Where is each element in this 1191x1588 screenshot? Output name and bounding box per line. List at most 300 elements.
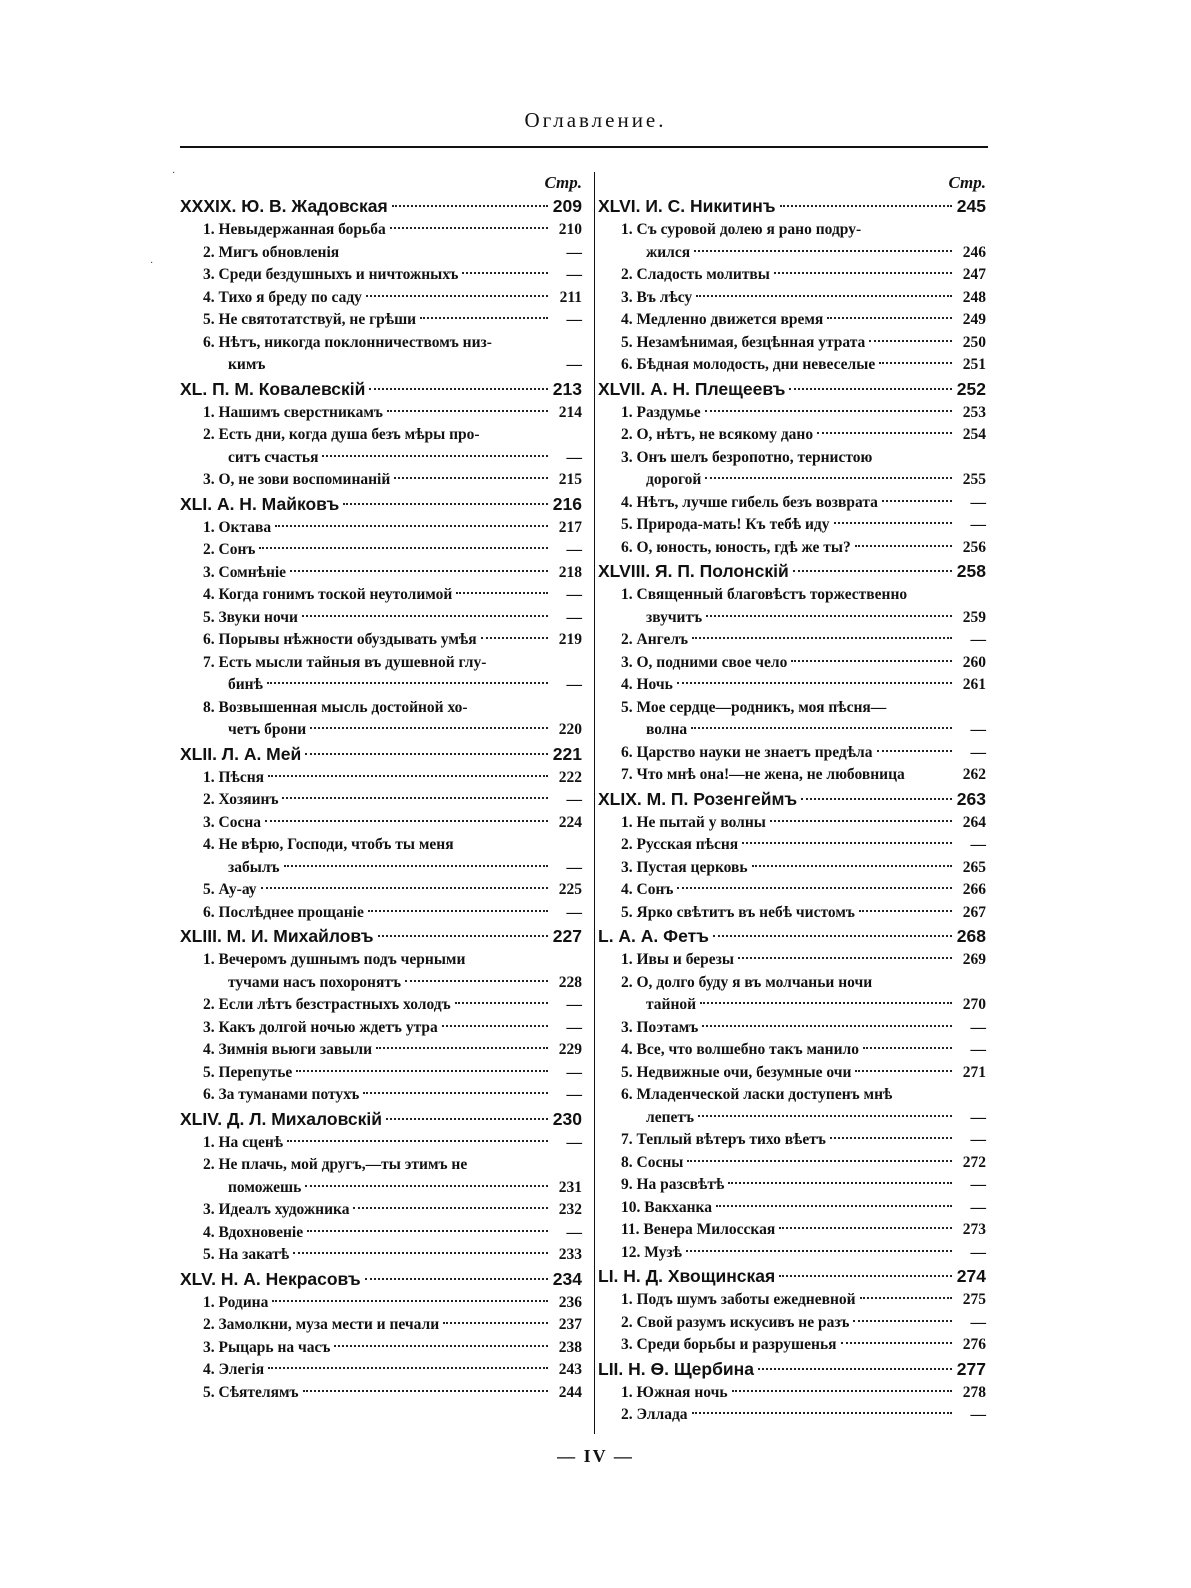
- toc-entry: [598, 1404, 986, 1427]
- leader-dots: [296, 1069, 548, 1072]
- toc-section-heading: [180, 377, 582, 402]
- leader-dots: [305, 752, 548, 755]
- toc-entry: [180, 1084, 582, 1107]
- toc-page-number: 255: [962, 471, 986, 488]
- toc-section-heading: [180, 492, 582, 517]
- toc-entry-title: XLVIII. Я. П. Полонскій: [598, 561, 789, 581]
- toc-entry: [598, 264, 986, 287]
- toc-page-number: 271: [962, 1063, 986, 1081]
- leader-dots: [353, 1206, 548, 1209]
- leader-dots: [287, 1139, 548, 1142]
- toc-page-number: 259: [962, 608, 986, 626]
- toc-entry: [180, 607, 582, 630]
- toc-section-heading: [598, 787, 986, 812]
- toc-entry-title: 1. Съ суровой долею я рано подру-: [621, 221, 862, 238]
- leader-dots: [830, 1136, 952, 1139]
- toc-page-number: 232: [558, 1201, 582, 1218]
- toc-entry-title: 8. Возвышенная мысль достойной хо-: [203, 698, 468, 716]
- leader-dots: [691, 726, 952, 729]
- toc-page-number: 233: [558, 1246, 582, 1263]
- toc-entry-continuation: [180, 972, 582, 995]
- toc-entry-title: 1. Родина: [203, 1293, 269, 1311]
- toc-page-number: 216: [552, 493, 582, 514]
- toc-page-number: 211: [559, 288, 582, 306]
- toc-entry-title: XLIX. М. П. Розенгеймъ: [598, 788, 798, 809]
- toc-entry-title: 1. Раздумье: [621, 403, 701, 421]
- toc-page-number: —: [970, 1131, 986, 1148]
- toc-entry: [598, 879, 986, 902]
- toc-entry-title: 1. Священный благовѣстъ торжественно: [621, 586, 908, 603]
- margin-speck: ·: [172, 168, 176, 179]
- toc-page-number: —: [566, 903, 582, 921]
- toc-entry-title: 6. Младенческой ласки доступенъ мнѣ: [621, 1086, 893, 1103]
- leader-dots: [876, 981, 952, 982]
- toc-page-number: 229: [558, 1041, 582, 1058]
- leader-dots: [310, 726, 548, 729]
- toc-entry-title: 6. Бѣдная молодость, дни невеселые: [621, 356, 876, 373]
- toc-entry: [598, 1152, 986, 1175]
- toc-page-number: —: [566, 858, 582, 876]
- toc-entry-title: 4. Ночь: [621, 676, 673, 693]
- toc-page-number: —: [566, 243, 582, 261]
- toc-page-number: —: [566, 1223, 582, 1241]
- toc-entry-title: 6. О, юность, юность, гдѣ же ты?: [621, 538, 851, 556]
- toc-page-number: —: [566, 1133, 582, 1151]
- toc-entry: [598, 1017, 986, 1040]
- toc-entry-title: 5. Незамѣнимая, безцѣнная утрата: [621, 333, 866, 351]
- toc-entry-title: XXXIX. Ю. В. Жадовская: [180, 196, 388, 216]
- toc-page-number: 256: [962, 538, 986, 556]
- toc-entry-title: 8. Сосны: [621, 1153, 684, 1171]
- toc-page-number: 252: [956, 378, 986, 399]
- leader-dots: [343, 251, 548, 252]
- toc-entry-title: XLIV. Д. Л. Михаловскій: [180, 1108, 383, 1129]
- toc-entry: [598, 514, 986, 537]
- toc-page-number: 213: [552, 378, 582, 399]
- toc-section-heading: [598, 559, 986, 584]
- leader-dots: [269, 363, 548, 364]
- leader-dots: [272, 1299, 548, 1302]
- leader-dots: [456, 591, 548, 594]
- toc-entry-title: 1. Подъ шумъ заботы ежедневной: [621, 1291, 856, 1308]
- toc-entry: [180, 1017, 582, 1040]
- toc-section-heading: [598, 377, 986, 402]
- leader-dots: [779, 1226, 952, 1229]
- toc-page-number: —: [566, 676, 582, 693]
- toc-page-number: —: [566, 1063, 582, 1081]
- toc-entry-title: 1. На сценѣ: [203, 1133, 284, 1151]
- toc-entry: [180, 1292, 582, 1315]
- toc-page-number: 266: [962, 881, 986, 898]
- toc-entry-title: 2. Свой разумъ искусивъ не разъ: [621, 1313, 850, 1331]
- toc-entry-continuation: [598, 607, 986, 630]
- toc-entry-title: ситъ счастья: [228, 448, 319, 466]
- toc-entry: [180, 1382, 582, 1405]
- toc-entry-title: 3. Въ лѣсу: [621, 288, 693, 306]
- toc-page-number: —: [970, 516, 986, 533]
- toc-entry-title: 3. Идеалъ художника: [203, 1201, 350, 1218]
- toc-page-number: 277: [956, 1358, 986, 1379]
- leader-dots: [700, 1001, 952, 1004]
- toc-page-number: 221: [552, 743, 582, 764]
- toc-entry-title: 4. Тихо я бреду по саду: [203, 288, 362, 306]
- toc-entry-title: 1. Южная ночь: [621, 1383, 728, 1401]
- toc-entry-title: 1. Октава: [203, 518, 272, 536]
- toc-page-number: —: [566, 356, 582, 373]
- leader-dots: [876, 456, 952, 457]
- toc-entry: [180, 652, 582, 675]
- toc-page-number: 230: [552, 1108, 582, 1129]
- toc-section-heading: [180, 1267, 582, 1292]
- leader-dots: [853, 1319, 952, 1322]
- toc-page-number: 246: [962, 243, 986, 261]
- toc-entry-title: кимъ: [228, 356, 266, 373]
- toc-entry-title: 4. Все, что волшебно такъ манило: [621, 1041, 859, 1058]
- toc-entry: [598, 1129, 986, 1152]
- toc-page-number: —: [970, 631, 986, 648]
- toc-page-number: —: [970, 743, 986, 761]
- toc-entry-title: 2. Замолкни, муза мести и печали: [203, 1316, 440, 1333]
- toc-entry-continuation: [180, 447, 582, 470]
- leader-dots: [694, 249, 952, 252]
- leader-dots: [770, 819, 952, 822]
- toc-entry: [180, 584, 582, 607]
- toc-entry: [598, 219, 986, 242]
- toc-page-number: 218: [558, 563, 582, 581]
- toc-entry-title: 3. Сосна: [203, 813, 262, 831]
- toc-page-number: 249: [962, 311, 986, 328]
- toc-entry-title: LII. Н. Ѳ. Щербина: [598, 1358, 754, 1379]
- toc-entry-title: L. А. А. Фетъ: [598, 926, 709, 946]
- toc-entry-title: 3. О, подними свое чело: [621, 653, 788, 671]
- toc-entry-title: 2. Русская пѣсня: [621, 836, 739, 853]
- leader-dots: [779, 1274, 952, 1277]
- toc-entry-title: 2. О, нѣтъ, не всякому дано: [621, 426, 814, 443]
- toc-entry-title: 6. Порывы нѣжности обуздывать умѣя: [203, 631, 477, 648]
- toc-entry: [180, 1062, 582, 1085]
- toc-entry-title: 4. Сонъ: [621, 881, 674, 898]
- toc-entry: [598, 492, 986, 515]
- leader-dots: [890, 706, 952, 707]
- toc-page-number: 253: [962, 403, 986, 421]
- toc-section-heading: [180, 1107, 582, 1132]
- toc-entry-title: 1. Нашимъ сверстникамъ: [203, 403, 383, 421]
- toc-page-number: 263: [956, 788, 986, 809]
- toc-entry: [598, 949, 986, 972]
- toc-entry: [598, 1219, 986, 1242]
- toc-entry: [180, 789, 582, 812]
- toc-page-number: 209: [552, 196, 582, 216]
- leader-dots: [698, 1114, 952, 1117]
- toc-entry-title: 5. Сѣятелямъ: [203, 1383, 299, 1401]
- toc-page-number: —: [970, 1041, 986, 1058]
- toc-entry-continuation: [180, 857, 582, 880]
- toc-entry: [180, 812, 582, 835]
- toc-entry-title: 6. Царство науки не знаетъ предѣла: [621, 743, 873, 761]
- toc-entry-title: дорогой: [646, 471, 702, 488]
- toc-entry: [180, 402, 582, 425]
- toc-page-number: 222: [558, 768, 582, 786]
- toc-entry: [180, 424, 582, 447]
- toc-page-number: —: [566, 608, 582, 626]
- leader-dots: [387, 409, 548, 412]
- toc-entry-title: 1. Ивы и березы: [621, 951, 734, 968]
- toc-section-heading: [180, 742, 582, 767]
- toc-entry-title: XLIII. М. И. Михайловъ: [180, 926, 374, 946]
- toc-entry: [598, 447, 986, 470]
- toc-entry: [180, 1222, 582, 1245]
- leader-dots: [275, 524, 548, 527]
- toc-page-number: 237: [558, 1316, 582, 1333]
- leader-dots: [462, 271, 548, 274]
- leader-dots: [732, 1389, 952, 1392]
- toc-page-number: 248: [962, 288, 986, 306]
- toc-page-number: —: [566, 448, 582, 466]
- leader-dots: [742, 841, 952, 844]
- toc-page-number: —: [566, 541, 582, 558]
- toc-entry: [598, 424, 986, 447]
- toc-page-number: 228: [558, 973, 582, 991]
- toc-section-heading: [598, 1264, 986, 1289]
- toc-entry: [180, 949, 582, 972]
- toc-entry-title: бинѣ: [228, 676, 263, 693]
- leader-dots: [265, 819, 548, 822]
- column-separator: [594, 172, 595, 1434]
- toc-entry-title: 2. Не плачь, мой другъ,—ты этимъ не: [203, 1156, 468, 1173]
- leader-dots: [322, 454, 548, 457]
- leader-dots: [855, 544, 952, 547]
- toc-page-number: 245: [956, 196, 986, 216]
- toc-entry-title: XLI. А. Н. Майковъ: [180, 493, 340, 514]
- toc-entry-title: 4. Зимнія вьюги завыли: [203, 1041, 373, 1058]
- leader-dots: [386, 1117, 548, 1120]
- leader-dots: [293, 1251, 548, 1254]
- leader-dots: [909, 773, 952, 774]
- leader-dots: [855, 1069, 952, 1072]
- toc-entry-title: 5. Мое сердце—родникъ, моя пѣсня—: [621, 698, 887, 716]
- toc-page-number: 243: [558, 1361, 582, 1378]
- leader-dots: [368, 909, 548, 912]
- leader-dots: [455, 1001, 548, 1004]
- toc-entry-title: 2. Есть дни, когда душа безъ мѣры про-: [203, 426, 480, 443]
- toc-entry-title: 9. На разсвѣтѣ: [621, 1176, 725, 1193]
- toc-entry: [180, 767, 582, 790]
- toc-entry: [598, 834, 986, 857]
- toc-page-number: 275: [962, 1291, 986, 1308]
- leader-dots: [390, 226, 548, 229]
- toc-entry: [180, 1039, 582, 1062]
- toc-entry: [180, 697, 582, 720]
- toc-entry-continuation: [598, 994, 986, 1017]
- leader-dots: [469, 958, 548, 959]
- toc-entry-title: 4. Не вѣрю, Господи, чтобъ ты меня: [203, 836, 454, 853]
- leader-dots: [696, 294, 952, 297]
- toc-section-heading: [180, 924, 582, 949]
- toc-page-number: 262: [962, 766, 986, 783]
- leader-dots: [752, 864, 952, 867]
- toc-entry: [598, 674, 986, 697]
- toc-entry-title: 5. Природа-мать! Къ тебѣ иду: [621, 516, 830, 533]
- leader-dots: [268, 774, 548, 777]
- toc-entry-title: 3. Онъ шелъ безропотно, тернистою: [621, 448, 873, 466]
- leader-dots: [282, 796, 548, 799]
- page-number: — IV —: [557, 1446, 634, 1466]
- toc-page-number: 270: [962, 996, 986, 1013]
- leader-dots: [793, 569, 952, 572]
- toc-page-number: 276: [962, 1336, 986, 1353]
- leader-dots: [896, 1093, 952, 1094]
- leader-dots: [267, 681, 548, 684]
- toc-page-number: 238: [558, 1338, 582, 1356]
- toc-page-number: 214: [558, 403, 582, 421]
- toc-entry-title: 4. Медленно движется время: [621, 311, 824, 328]
- toc-entry-title: 2. Сонъ: [203, 541, 256, 558]
- toc-section-heading: [598, 924, 986, 949]
- toc-entry-title: 6. За туманами потухъ: [203, 1086, 360, 1103]
- leader-dots: [677, 886, 952, 889]
- toc-page-number: 215: [558, 471, 582, 488]
- toc-entry: [180, 517, 582, 540]
- toc-page-number: —: [970, 1313, 986, 1331]
- leader-dots: [420, 316, 548, 319]
- toc-page-number: —: [970, 493, 986, 511]
- toc-entry-title: 6. Нѣтъ, никогда поклонничествомъ низ-: [203, 333, 492, 351]
- toc-entry-title: XLVII. А. Н. Плещеевъ: [598, 378, 786, 399]
- toc-page-number: —: [566, 311, 582, 328]
- toc-entry-title: 2. Если лѣтъ безстрастныхъ холодъ: [203, 996, 451, 1013]
- toc-entry-title: тайной: [646, 996, 697, 1013]
- toc-entry: [180, 469, 582, 492]
- toc-entry-title: 4. Вдохновеніе: [203, 1223, 304, 1241]
- toc-entry-title: 3. Среди борьбы и разрушенья: [621, 1336, 837, 1353]
- toc-entry-title: 3. Среди бездушныхъ и ничтожныхъ: [203, 266, 459, 283]
- toc-entry-title: 6. Послѣднее прощаніе: [203, 903, 364, 921]
- toc-entry-title: звучитъ: [646, 608, 703, 626]
- toc-entry-continuation: [598, 469, 986, 492]
- leader-dots: [472, 706, 548, 707]
- toc-entry-title: 3. Поэтамъ: [621, 1018, 699, 1036]
- toc-entry: [598, 629, 986, 652]
- toc-entry-title: 12. Музѣ: [621, 1243, 682, 1261]
- leader-dots: [405, 979, 548, 982]
- toc-entry-continuation: [598, 719, 986, 742]
- toc-entry: [180, 1199, 582, 1222]
- toc-entry-title: 3. Сомнѣніе: [203, 563, 287, 581]
- leader-dots: [290, 569, 548, 572]
- toc-entry-continuation: [598, 1107, 986, 1130]
- leader-dots: [692, 1411, 952, 1414]
- toc-entry: [180, 1314, 582, 1337]
- toc-entry: [598, 697, 986, 720]
- leader-dots: [687, 1159, 952, 1162]
- leader-dots: [911, 593, 952, 594]
- leader-dots: [394, 476, 548, 479]
- toc-page-number: —: [566, 996, 582, 1013]
- leader-dots: [458, 843, 548, 844]
- leader-dots: [692, 636, 952, 639]
- toc-page-number: 247: [962, 266, 986, 283]
- toc-entry: [180, 629, 582, 652]
- toc-entry: [598, 764, 986, 787]
- leader-dots: [392, 204, 548, 207]
- toc-entry: [598, 1289, 986, 1312]
- toc-entry: [180, 902, 582, 925]
- toc-entry-title: 3. Пустая церковь: [621, 858, 748, 876]
- toc-entry: [598, 902, 986, 925]
- header-rule: [180, 146, 988, 148]
- toc-page-number: 250: [962, 333, 986, 351]
- toc-entry-title: LI. Н. Д. Хвощинская: [598, 1266, 776, 1286]
- leader-dots: [302, 614, 548, 617]
- leader-dots: [303, 1389, 548, 1392]
- toc-entry-title: 7. Есть мысли тайныя въ душевной глу-: [203, 653, 487, 671]
- toc-entry-title: 5. На закатѣ: [203, 1246, 290, 1263]
- toc-entry-title: XLII. Л. А. Мей: [180, 743, 302, 764]
- leader-dots: [677, 681, 952, 684]
- leader-dots: [702, 1024, 952, 1027]
- leader-dots: [738, 956, 952, 959]
- toc-page-number: 269: [962, 951, 986, 968]
- toc-entry: [598, 1197, 986, 1220]
- toc-entry: [180, 994, 582, 1017]
- toc-entry: [598, 584, 986, 607]
- leader-dots: [307, 1229, 548, 1232]
- toc-entry-title: забылъ: [228, 858, 280, 876]
- leader-dots: [869, 339, 952, 342]
- toc-entry-title: 5. Ау-ау: [203, 881, 257, 898]
- toc-entry-title: 2. Эллада: [621, 1406, 688, 1423]
- toc-entry-title: 5. Ярко свѣтитъ въ небѣ чистомъ: [621, 903, 855, 921]
- toc-entry-title: 3. Рыцарь на часъ: [203, 1338, 331, 1356]
- toc-section-heading: [598, 1357, 986, 1382]
- toc-entry: [180, 264, 582, 287]
- toc-entry: [598, 332, 986, 355]
- toc-entry-title: 2. Сладость молитвы: [621, 266, 770, 283]
- toc-entry-title: четъ брони: [228, 721, 307, 738]
- toc-page-number: 274: [956, 1266, 986, 1286]
- toc-entry-title: тучами насъ похоронятъ: [228, 973, 402, 991]
- toc-entry: [180, 1132, 582, 1155]
- toc-lines: [598, 194, 986, 1427]
- toc-entry: [598, 1174, 986, 1197]
- toc-page-number: 254: [962, 426, 986, 443]
- leader-dots: [343, 502, 548, 505]
- toc-entry: [180, 219, 582, 242]
- toc-section-heading: [180, 194, 582, 219]
- toc-page-number: 236: [558, 1293, 582, 1311]
- leader-dots: [496, 341, 548, 342]
- toc-page-number: 265: [962, 858, 986, 876]
- leader-dots: [716, 1204, 952, 1207]
- toc-column-right: [598, 172, 986, 1427]
- leader-dots: [827, 316, 952, 319]
- toc-entry-continuation: [180, 719, 582, 742]
- toc-entry-continuation: [180, 354, 582, 377]
- toc-entry-title: XLVI. И. С. Никитинъ: [598, 196, 776, 216]
- toc-entry: [180, 1244, 582, 1267]
- toc-entry: [180, 879, 582, 902]
- toc-entry-title: 10. Вакханка: [621, 1198, 712, 1216]
- toc-entry-continuation: [180, 1177, 582, 1200]
- leader-dots: [706, 614, 952, 617]
- leader-dots: [877, 749, 952, 752]
- toc-page-number: —: [970, 1243, 986, 1261]
- leader-dots: [789, 387, 952, 390]
- toc-entry: [180, 562, 582, 585]
- toc-page-number: 261: [962, 676, 986, 693]
- leader-dots: [443, 1321, 548, 1324]
- toc-entry: [598, 812, 986, 835]
